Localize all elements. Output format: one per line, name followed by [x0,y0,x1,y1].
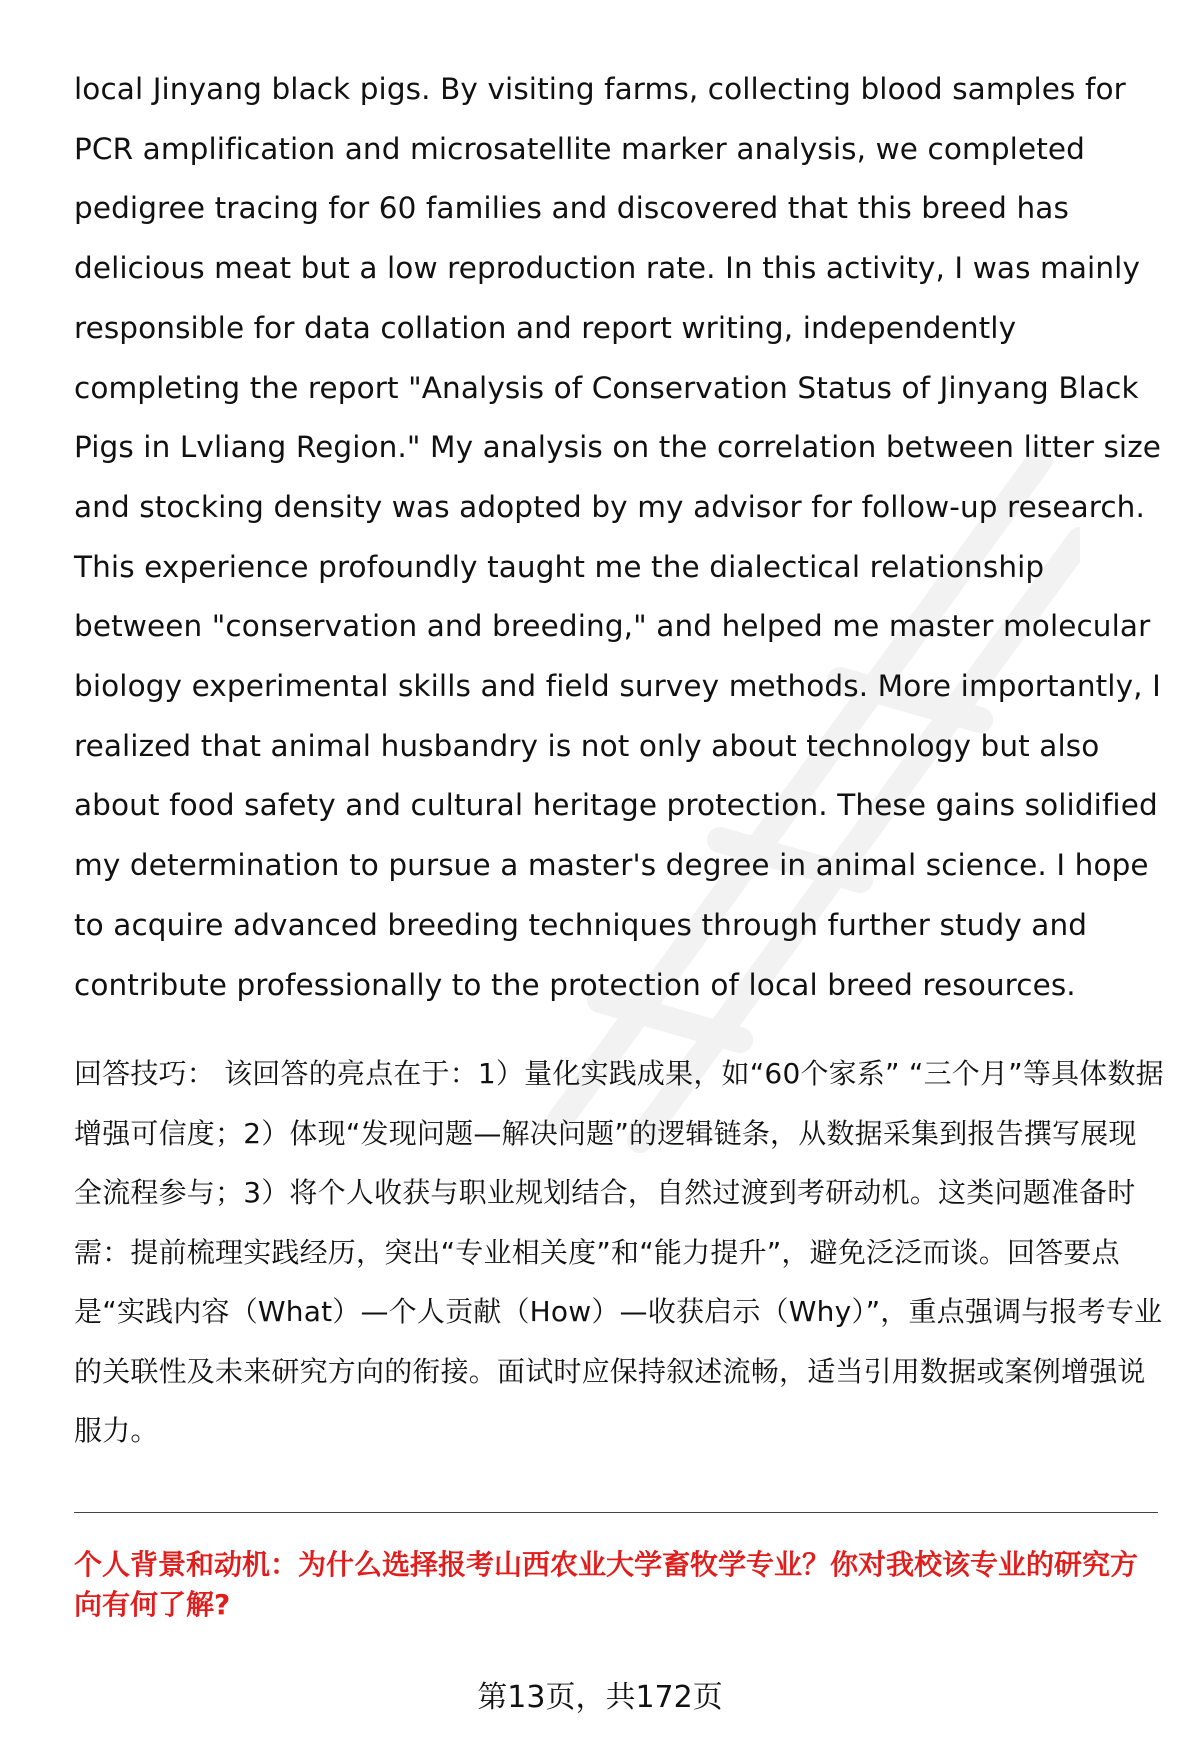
page-number-footer: 第13页，共172页 [477,1680,723,1715]
answer-tips-paragraph: 回答技巧： 该回答的亮点在于：1）量化实践成果，如“60个家系” “三个月”等具体数据增强可信度；2）体现“发现问题—解决问题”的逻辑链条，从数据采集到报告撰写展现全流程参与；3）将个人收获与职业规划结合，自然过渡到考研动机。这类问题准备时需：提前梳理实践经历，突出“专业相关度”和“能力提升”，避免泛泛而谈。回答要点是“实践内容（What）—个人贡献（How）—收获启示（Why）”，重点强调与报考专业的关联性及未来研究方向的衔接。面试时应保持叙述流畅，适当引用数据或案例增强说服力。 [74,1057,1164,1447]
next-question-heading: 个人背景和动机：为什么选择报考山西农业大学畜牧学专业？你对我校该专业的研究方向有何了解? [74,1548,1139,1621]
section-divider [74,1512,1158,1513]
essay-paragraph: local Jinyang black pigs. By visiting farms, collecting blood samples for PCR amplification and microsatellite marker analysis, we completed pedigree tracing for 60 families and discovered that this breed has delicious meat but a low reproduction rate. In this activity, I was mainly responsible for data collation and report writing, independently completing the report "Analysis of Conservation Status of Jinyang Black Pigs in Lvliang Region." My analysis on the correlation between litter size and stocking density was adopted by my advisor for follow-up research. This experience profoundly taught me the dialectical relationship between "conservation and breeding," and helped me master molecular biology experimental skills and field survey methods. More importantly, I realized that animal husbandry is not only about technology but also about food safety and cultural heritage protection. These gains solidified my determination to pursue a master's degree in animal science. I hope to acquire advanced breeding techniques through further study and contribute professionally to the protection of local breed resources. [74,72,1162,1002]
